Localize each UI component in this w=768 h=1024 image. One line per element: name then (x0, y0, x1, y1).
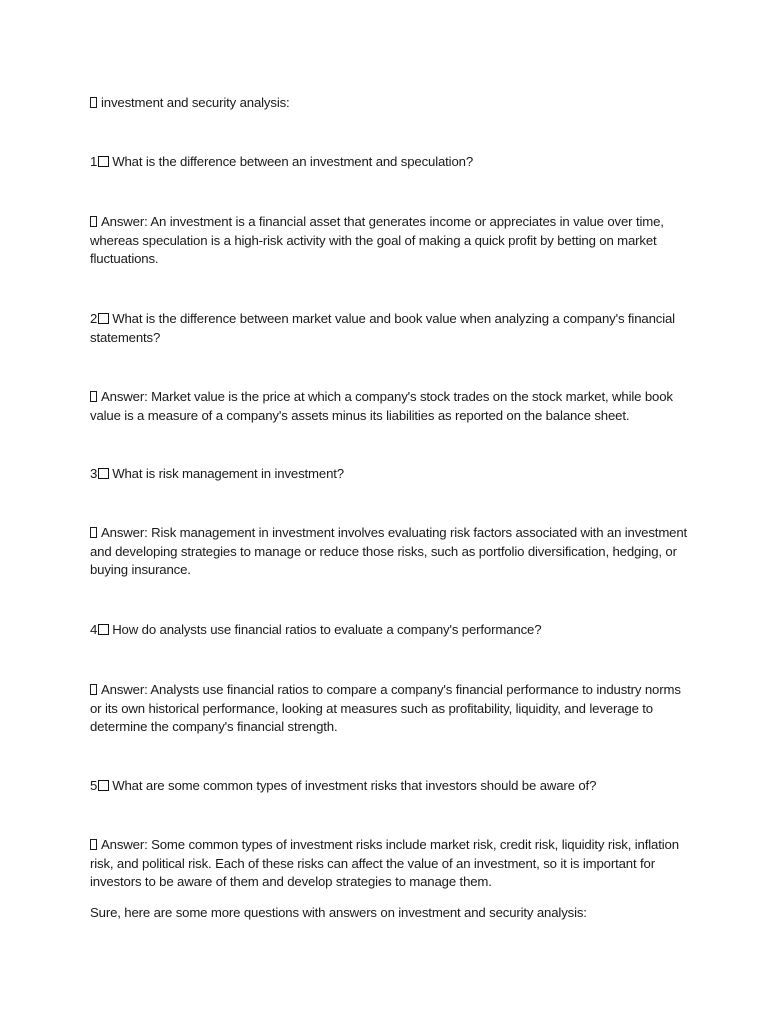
question-number: 4 (90, 622, 98, 637)
answer-text: Answer: An investment is a financial asset that generates income or appreciates in value over time, whereas speculation is a high-risk activity with the goal of making a quick profit by betting on market fluctuations. (90, 214, 664, 267)
question-text: What are some common types of investment risks that investors should be aware of? (112, 778, 597, 793)
question-5 (90, 777, 690, 796)
question-4 (90, 621, 690, 640)
question-number: 2 (90, 311, 98, 326)
answer-4 (90, 681, 690, 737)
answer-text: Answer: Analysts use financial ratios to compare a company's financial performance to industry norms or its own historical performance, looking at measures such as profitability, liquidity, and leverage to determine the company's financial strength. (90, 682, 681, 735)
keycap-box-icon (98, 313, 109, 324)
missing-glyph-icon (90, 216, 97, 227)
question-number: 1 (90, 154, 98, 169)
question-number: 5 (90, 778, 98, 793)
question-text: What is the difference between market value and book value when analyzing a company's financial statements? (90, 311, 675, 345)
missing-glyph-icon (90, 391, 97, 402)
answer-3 (90, 524, 690, 580)
answer-text: Answer: Risk management in investment involves evaluating risk factors associated with an investment and developing strategies to manage or reduce those risks, such as portfolio diversification, hedging, or buying insurance. (90, 525, 688, 578)
question-text: How do analysts use financial ratios to evaluate a company's performance? (112, 622, 542, 637)
answer-1 (90, 213, 690, 269)
keycap-box-icon (98, 156, 109, 167)
missing-glyph-icon (90, 527, 97, 538)
question-2 (90, 310, 690, 347)
answer-2 (90, 388, 690, 425)
closing-line: Sure, here are some more questions with answers on investment and security analysis: (90, 905, 587, 920)
missing-glyph-icon (90, 684, 97, 695)
question-text: What is risk management in investment? (112, 466, 344, 481)
question-3 (90, 465, 690, 484)
missing-glyph-icon (90, 839, 97, 850)
keycap-box-icon (98, 468, 109, 479)
keycap-box-icon (98, 780, 109, 791)
document-heading: investment and security analysis: (90, 94, 690, 113)
answer-text: Answer: Market value is the price at which a company's stock trades on the stock market, while book value is a measure of a company's assets minus its liabilities as reported on the balance sheet. (90, 389, 673, 423)
keycap-box-icon (98, 624, 109, 635)
answer-text: Answer: Some common types of investment risks include market risk, credit risk, liquidity risk, inflation risk, and political risk. Each of these risks can affect the value of an investment, so it is important for investors to be aware of them and develop strategies to manage them. (90, 837, 679, 890)
answer-5 (90, 836, 690, 892)
question-number: 3 (90, 466, 98, 481)
question-1 (90, 153, 690, 172)
missing-glyph-icon (90, 97, 97, 108)
question-text: What is the difference between an investment and speculation? (112, 154, 474, 169)
